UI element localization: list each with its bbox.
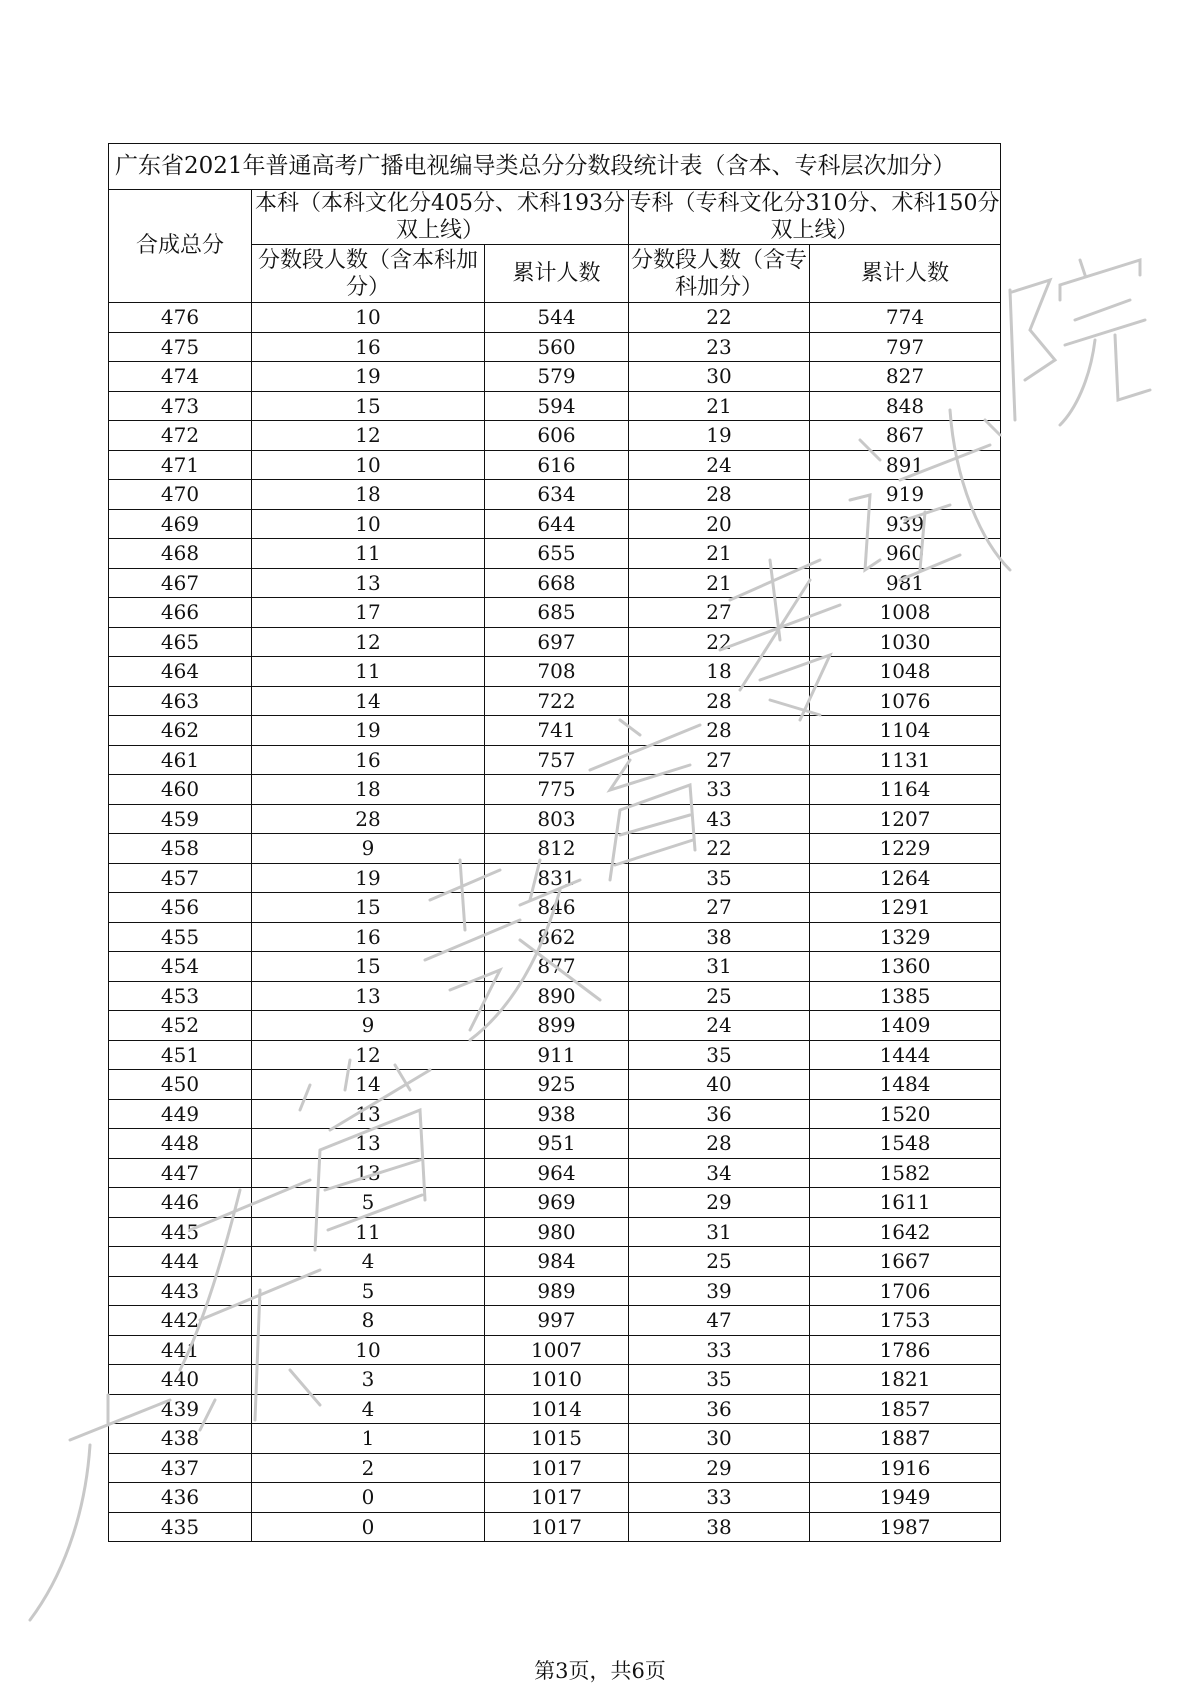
table-row [109,1011,1001,1041]
benke-cumulative-cell: 803 [485,804,629,834]
zhuanke-cumulative-cell: 1008 [810,598,1001,628]
score-cell: 462 [109,716,252,746]
zhuanke-cumulative-cell: 1706 [810,1276,1001,1306]
table-row [109,716,1001,746]
table-row [109,952,1001,982]
benke-count-cell: 5 [252,1276,485,1306]
zhuanke-cumulative-cell: 1611 [810,1188,1001,1218]
zhuanke-cumulative-cell: 1548 [810,1129,1001,1159]
benke-cumulative-cell: 579 [485,362,629,392]
zhuanke-count-cell: 27 [629,598,810,628]
table-row [109,598,1001,628]
zhuanke-count-cell: 22 [629,303,810,333]
zhuanke-cumulative-cell: 1642 [810,1217,1001,1247]
zhuanke-cumulative-cell: 1821 [810,1365,1001,1395]
benke-cumulative-cell: 951 [485,1129,629,1159]
benke-count-cell: 13 [252,1158,485,1188]
table-row [109,568,1001,598]
zhuanke-count-cell: 23 [629,332,810,362]
table-row [109,1040,1001,1070]
zhuanke-cumulative-cell: 867 [810,421,1001,451]
benke-count-cell: 0 [252,1512,485,1542]
score-cell: 457 [109,863,252,893]
score-cell: 450 [109,1070,252,1100]
benke-count-cell: 10 [252,509,485,539]
score-cell: 458 [109,834,252,864]
benke-count-cell: 19 [252,716,485,746]
table-row [109,657,1001,687]
benke-count-cell: 10 [252,303,485,333]
benke-count-cell: 16 [252,745,485,775]
benke-count-cell: 16 [252,922,485,952]
score-cell: 471 [109,450,252,480]
table-row [109,362,1001,392]
benke-cumulative-cell: 877 [485,952,629,982]
zhuanke-count-cell: 25 [629,1247,810,1277]
benke-count-cell: 13 [252,981,485,1011]
table-row [109,1099,1001,1129]
zhuanke-cumulative-cell: 1030 [810,627,1001,657]
zhuanke-count-cell: 18 [629,657,810,687]
benke-cumulative-cell: 655 [485,539,629,569]
zhuanke-count-cell: 47 [629,1306,810,1336]
score-cell: 453 [109,981,252,1011]
score-cell: 475 [109,332,252,362]
table-row [109,981,1001,1011]
header-row-group [109,190,1001,245]
benke-count-cell: 3 [252,1365,485,1395]
benke-count-cell: 19 [252,863,485,893]
score-cell: 446 [109,1188,252,1218]
benke-cumulative-cell: 697 [485,627,629,657]
zhuanke-count-cell: 28 [629,1129,810,1159]
table-row [109,480,1001,510]
zhuanke-count-cell: 33 [629,775,810,805]
zhuanke-cumulative-cell: 1164 [810,775,1001,805]
zhuanke-cumulative-cell: 981 [810,568,1001,598]
benke-count-cell: 15 [252,893,485,923]
zhuanke-cumulative-cell: 1264 [810,863,1001,893]
benke-count-cell: 4 [252,1394,485,1424]
benke-cumulative-cell: 831 [485,863,629,893]
benke-cumulative-cell: 708 [485,657,629,687]
benke-cumulative-cell: 685 [485,598,629,628]
zhuanke-cumulative-cell: 1444 [810,1040,1001,1070]
benke-cumulative-cell: 846 [485,893,629,923]
zhuanke-count-cell: 39 [629,1276,810,1306]
table-row [109,450,1001,480]
zhuanke-cumulative-cell: 1786 [810,1335,1001,1365]
benke-count-cell: 16 [252,332,485,362]
score-cell: 469 [109,509,252,539]
benke-cumulative-cell: 964 [485,1158,629,1188]
benke-cumulative-cell: 911 [485,1040,629,1070]
zhuanke-cumulative-cell: 1667 [810,1247,1001,1277]
table-row [109,1424,1001,1454]
table-row [109,391,1001,421]
table-row [109,1512,1001,1542]
score-distribution-table [108,143,1001,1542]
table-row [109,1453,1001,1483]
score-cell: 455 [109,922,252,952]
benke-count-cell: 18 [252,480,485,510]
table-row [109,1247,1001,1277]
benke-count-cell: 13 [252,1099,485,1129]
zhuanke-count-cell: 29 [629,1188,810,1218]
zhuanke-count-cell: 21 [629,391,810,421]
zhuanke-cumulative-cell: 1916 [810,1453,1001,1483]
header-zhuanke-cumulative: 累计人数 [810,245,1001,303]
table-row [109,1188,1001,1218]
benke-cumulative-cell: 1017 [485,1512,629,1542]
benke-count-cell: 0 [252,1483,485,1513]
benke-cumulative-cell: 594 [485,391,629,421]
header-zhuanke-count: 分数段人数（含专科加分） [629,245,810,303]
score-cell: 445 [109,1217,252,1247]
zhuanke-count-cell: 35 [629,1365,810,1395]
table-row [109,1365,1001,1395]
zhuanke-count-cell: 30 [629,1424,810,1454]
header-benke-count: 分数段人数（含本科加分） [252,245,485,303]
zhuanke-cumulative-cell: 1385 [810,981,1001,1011]
score-cell: 461 [109,745,252,775]
table-row [109,1276,1001,1306]
benke-cumulative-cell: 890 [485,981,629,1011]
table-row [109,1306,1001,1336]
zhuanke-count-cell: 31 [629,1217,810,1247]
score-cell: 449 [109,1099,252,1129]
benke-cumulative-cell: 722 [485,686,629,716]
zhuanke-cumulative-cell: 774 [810,303,1001,333]
benke-cumulative-cell: 980 [485,1217,629,1247]
zhuanke-count-cell: 28 [629,686,810,716]
table-row [109,1217,1001,1247]
benke-cumulative-cell: 899 [485,1011,629,1041]
zhuanke-count-cell: 27 [629,745,810,775]
score-cell: 468 [109,539,252,569]
score-cell: 444 [109,1247,252,1277]
zhuanke-cumulative-cell: 1484 [810,1070,1001,1100]
table-row [109,893,1001,923]
benke-cumulative-cell: 1007 [485,1335,629,1365]
benke-count-cell: 9 [252,834,485,864]
score-cell: 448 [109,1129,252,1159]
zhuanke-cumulative-cell: 1329 [810,922,1001,952]
zhuanke-count-cell: 24 [629,1011,810,1041]
table-row [109,1070,1001,1100]
table-title: 广东省2021年普通高考广播电视编导类总分分数段统计表（含本、专科层次加分） [109,144,1001,190]
score-cell: 435 [109,1512,252,1542]
benke-cumulative-cell: 812 [485,834,629,864]
zhuanke-cumulative-cell: 1360 [810,952,1001,982]
zhuanke-cumulative-cell: 1229 [810,834,1001,864]
table-row [109,332,1001,362]
zhuanke-count-cell: 22 [629,834,810,864]
zhuanke-cumulative-cell: 891 [810,450,1001,480]
table-row [109,834,1001,864]
benke-count-cell: 10 [252,1335,485,1365]
zhuanke-cumulative-cell: 1887 [810,1424,1001,1454]
benke-cumulative-cell: 616 [485,450,629,480]
score-cell: 466 [109,598,252,628]
zhuanke-cumulative-cell: 1409 [810,1011,1001,1041]
zhuanke-cumulative-cell: 1857 [810,1394,1001,1424]
header-benke-group: 本科（本科文化分405分、术科193分双上线） [252,190,629,245]
table-row [109,922,1001,952]
benke-count-cell: 1 [252,1424,485,1454]
score-cell: 452 [109,1011,252,1041]
table-row [109,804,1001,834]
zhuanke-count-cell: 21 [629,539,810,569]
benke-count-cell: 28 [252,804,485,834]
zhuanke-cumulative-cell: 1207 [810,804,1001,834]
benke-cumulative-cell: 1017 [485,1453,629,1483]
zhuanke-cumulative-cell: 1291 [810,893,1001,923]
zhuanke-count-cell: 33 [629,1335,810,1365]
score-cell: 443 [109,1276,252,1306]
benke-count-cell: 2 [252,1453,485,1483]
zhuanke-count-cell: 28 [629,480,810,510]
score-cell: 456 [109,893,252,923]
benke-count-cell: 19 [252,362,485,392]
score-cell: 439 [109,1394,252,1424]
benke-cumulative-cell: 925 [485,1070,629,1100]
table-row [109,1483,1001,1513]
benke-count-cell: 15 [252,391,485,421]
zhuanke-count-cell: 33 [629,1483,810,1513]
zhuanke-cumulative-cell: 1131 [810,745,1001,775]
benke-count-cell: 12 [252,1040,485,1070]
zhuanke-cumulative-cell: 797 [810,332,1001,362]
score-cell: 441 [109,1335,252,1365]
benke-count-cell: 15 [252,952,485,982]
benke-cumulative-cell: 560 [485,332,629,362]
table-title-row [109,144,1001,190]
zhuanke-cumulative-cell: 1076 [810,686,1001,716]
zhuanke-cumulative-cell: 1048 [810,657,1001,687]
score-cell: 454 [109,952,252,982]
zhuanke-cumulative-cell: 1987 [810,1512,1001,1542]
zhuanke-cumulative-cell: 848 [810,391,1001,421]
zhuanke-count-cell: 36 [629,1099,810,1129]
table-row [109,509,1001,539]
benke-count-cell: 4 [252,1247,485,1277]
score-cell: 474 [109,362,252,392]
benke-cumulative-cell: 862 [485,922,629,952]
score-cell: 465 [109,627,252,657]
benke-count-cell: 13 [252,1129,485,1159]
score-cell: 436 [109,1483,252,1513]
header-score: 合成总分 [109,190,252,303]
zhuanke-count-cell: 43 [629,804,810,834]
benke-cumulative-cell: 989 [485,1276,629,1306]
zhuanke-count-cell: 29 [629,1453,810,1483]
benke-count-cell: 8 [252,1306,485,1336]
table-row [109,303,1001,333]
zhuanke-count-cell: 24 [629,450,810,480]
zhuanke-count-cell: 40 [629,1070,810,1100]
score-cell: 470 [109,480,252,510]
benke-cumulative-cell: 741 [485,716,629,746]
zhuanke-cumulative-cell: 1753 [810,1306,1001,1336]
zhuanke-count-cell: 35 [629,1040,810,1070]
benke-cumulative-cell: 757 [485,745,629,775]
score-cell: 459 [109,804,252,834]
table-row [109,1394,1001,1424]
zhuanke-count-cell: 19 [629,421,810,451]
table-row [109,863,1001,893]
score-cell: 460 [109,775,252,805]
benke-cumulative-cell: 1014 [485,1394,629,1424]
benke-cumulative-cell: 997 [485,1306,629,1336]
score-cell: 472 [109,421,252,451]
benke-cumulative-cell: 1015 [485,1424,629,1454]
zhuanke-count-cell: 27 [629,893,810,923]
table-row [109,421,1001,451]
score-cell: 438 [109,1424,252,1454]
benke-count-cell: 11 [252,657,485,687]
benke-cumulative-cell: 1010 [485,1365,629,1395]
zhuanke-count-cell: 38 [629,1512,810,1542]
benke-cumulative-cell: 969 [485,1188,629,1218]
score-cell: 451 [109,1040,252,1070]
header-zhuanke-group: 专科（专科文化分310分、术科150分双上线） [629,191,1000,243]
score-cell: 463 [109,686,252,716]
score-cell: 473 [109,391,252,421]
table-row [109,1158,1001,1188]
zhuanke-count-cell: 36 [629,1394,810,1424]
benke-count-cell: 9 [252,1011,485,1041]
zhuanke-count-cell: 20 [629,509,810,539]
zhuanke-count-cell: 34 [629,1158,810,1188]
benke-cumulative-cell: 544 [485,303,629,333]
table-row [109,745,1001,775]
benke-cumulative-cell: 668 [485,568,629,598]
benke-count-cell: 18 [252,775,485,805]
score-cell: 440 [109,1365,252,1395]
benke-count-cell: 14 [252,1070,485,1100]
benke-count-cell: 12 [252,627,485,657]
page-footer: 第3页，共6页 [534,1659,666,1683]
benke-cumulative-cell: 606 [485,421,629,451]
benke-count-cell: 11 [252,1217,485,1247]
table-row [109,686,1001,716]
benke-cumulative-cell: 938 [485,1099,629,1129]
table-row [109,775,1001,805]
zhuanke-cumulative-cell: 1104 [810,716,1001,746]
zhuanke-count-cell: 30 [629,362,810,392]
score-cell: 464 [109,657,252,687]
benke-count-cell: 11 [252,539,485,569]
zhuanke-cumulative-cell: 960 [810,539,1001,569]
zhuanke-count-cell: 31 [629,952,810,982]
zhuanke-count-cell: 38 [629,922,810,952]
zhuanke-cumulative-cell: 1520 [810,1099,1001,1129]
score-cell: 447 [109,1158,252,1188]
table-row [109,1335,1001,1365]
score-cell: 476 [109,303,252,333]
benke-cumulative-cell: 634 [485,480,629,510]
zhuanke-cumulative-cell: 939 [810,509,1001,539]
zhuanke-count-cell: 21 [629,568,810,598]
zhuanke-count-cell: 22 [629,627,810,657]
score-cell: 467 [109,568,252,598]
benke-count-cell: 10 [252,450,485,480]
zhuanke-count-cell: 25 [629,981,810,1011]
zhuanke-count-cell: 28 [629,716,810,746]
benke-count-cell: 5 [252,1188,485,1218]
score-cell: 442 [109,1306,252,1336]
score-cell: 437 [109,1453,252,1483]
benke-cumulative-cell: 775 [485,775,629,805]
benke-count-cell: 17 [252,598,485,628]
table-row [109,627,1001,657]
zhuanke-cumulative-cell: 1582 [810,1158,1001,1188]
benke-count-cell: 12 [252,421,485,451]
zhuanke-cumulative-cell: 1949 [810,1483,1001,1513]
zhuanke-cumulative-cell: 919 [810,480,1001,510]
zhuanke-count-cell: 35 [629,863,810,893]
benke-count-cell: 13 [252,568,485,598]
header-benke-cumulative: 累计人数 [485,245,629,303]
table-row [109,1129,1001,1159]
zhuanke-cumulative-cell: 827 [810,362,1001,392]
benke-cumulative-cell: 1017 [485,1483,629,1513]
benke-count-cell: 14 [252,686,485,716]
benke-cumulative-cell: 984 [485,1247,629,1277]
table-row [109,539,1001,569]
benke-cumulative-cell: 644 [485,509,629,539]
